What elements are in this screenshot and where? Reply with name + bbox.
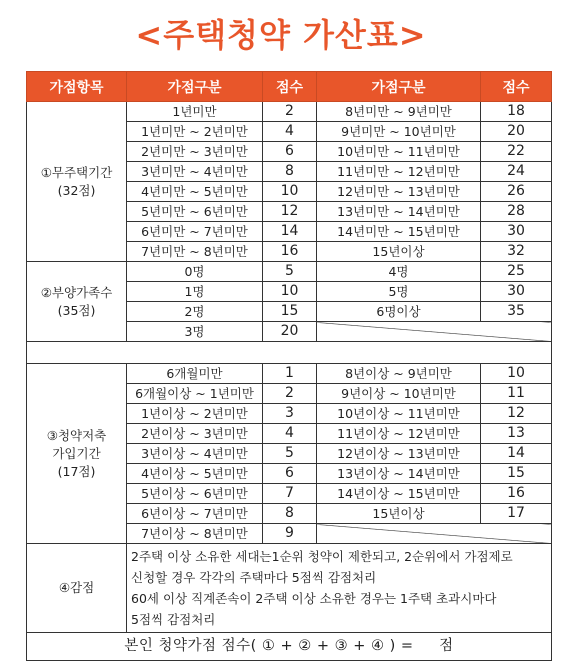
score-cell: 4	[263, 122, 317, 142]
score-cell: 30	[481, 222, 552, 242]
score-cell: 2	[263, 102, 317, 122]
division-cell: 11년미만 ~ 12년미만	[317, 162, 481, 182]
score-cell: 6	[263, 464, 317, 484]
score-cell: 3	[263, 404, 317, 424]
deduction-note	[127, 544, 552, 633]
score-cell: 26	[481, 182, 552, 202]
division-cell: 6명이상	[317, 302, 481, 322]
category-label: ③청약저축	[46, 427, 107, 443]
division-cell: 2명	[127, 302, 263, 322]
division-cell: 4년미만 ~ 5년미만	[127, 182, 263, 202]
score-table	[26, 71, 552, 661]
division-cell: 3년미만 ~ 4년미만	[127, 162, 263, 182]
division-cell: 5년이상 ~ 6년미만	[127, 484, 263, 504]
score-cell: 22	[481, 142, 552, 162]
division-cell: 8년이상 ~ 9년미만	[317, 364, 481, 384]
header-category: 가점항목	[27, 72, 127, 102]
score-cell: 14	[481, 444, 552, 464]
category-points: (35점)	[57, 302, 96, 318]
table-row	[27, 262, 552, 282]
score-cell: 12	[263, 202, 317, 222]
score-cell: 10	[263, 282, 317, 302]
division-cell: 6개월이상 ~ 1년미만	[127, 384, 263, 404]
category-points: (17점)	[57, 463, 96, 479]
division-cell: 9년미만 ~ 10년미만	[317, 122, 481, 142]
score-cell: 15	[481, 464, 552, 484]
score-cell: 24	[481, 162, 552, 182]
score-cell: 20	[263, 322, 317, 342]
division-cell: 13년미만 ~ 14년미만	[317, 202, 481, 222]
division-cell: 7년미만 ~ 8년미만	[127, 242, 263, 262]
table-row	[27, 102, 552, 122]
empty-cell	[27, 342, 552, 364]
score-cell: 32	[481, 242, 552, 262]
spacer-row	[27, 342, 552, 364]
score-cell: 8	[263, 162, 317, 182]
score-cell: 4	[263, 424, 317, 444]
division-cell: 1명	[127, 282, 263, 302]
header-division-1: 가점구분	[127, 72, 263, 102]
score-cell: 12	[481, 404, 552, 424]
division-cell: 5명	[317, 282, 481, 302]
score-cell: 25	[481, 262, 552, 282]
score-cell: 5	[263, 444, 317, 464]
score-cell: 10	[263, 182, 317, 202]
header-score-1: 점수	[263, 72, 317, 102]
category-housing	[27, 102, 127, 262]
score-cell: 6	[263, 142, 317, 162]
division-cell: 5년미만 ~ 6년미만	[127, 202, 263, 222]
category-dependents	[27, 262, 127, 342]
score-cell: 10	[481, 364, 552, 384]
note-line: 2주택 이상 소유한 세대는1순위 청약이 제한되고, 2순위에서 가점제로	[131, 549, 513, 564]
division-cell: 1년미만 ~ 2년미만	[127, 122, 263, 142]
division-cell: 2년이상 ~ 3년미만	[127, 424, 263, 444]
division-cell: 12년이상 ~ 13년미만	[317, 444, 481, 464]
division-cell: 14년이상 ~ 15년미만	[317, 484, 481, 504]
table-row	[27, 364, 552, 384]
score-cell: 16	[481, 484, 552, 504]
division-cell: 13년이상 ~ 14년미만	[317, 464, 481, 484]
score-cell: 17	[481, 504, 552, 524]
note-line: 60세 이상 직계존속이 2주택 이상 소유한 경우는 1주택 초과시마다	[131, 591, 497, 606]
category-label: ①무주택기간	[40, 164, 113, 180]
score-cell: 5	[263, 262, 317, 282]
total-formula: 본인 청약가점 점수( ① + ② + ③ + ④ ) = 점	[27, 633, 552, 661]
score-cell: 11	[481, 384, 552, 404]
score-cell: 13	[481, 424, 552, 444]
score-cell: 2	[263, 384, 317, 404]
score-cell: 18	[481, 102, 552, 122]
division-cell: 1년이상 ~ 2년미만	[127, 404, 263, 424]
category-deduction: ④감점	[27, 544, 127, 633]
division-cell: 10년이상 ~ 11년미만	[317, 404, 481, 424]
division-cell: 7년이상 ~ 8년미만	[127, 524, 263, 544]
header-score-2: 점수	[481, 72, 552, 102]
division-cell: 4년이상 ~ 5년미만	[127, 464, 263, 484]
division-cell: 1년미만	[127, 102, 263, 122]
division-cell: 15년이상	[317, 242, 481, 262]
empty-diagonal-cell	[317, 322, 552, 342]
division-cell: 4명	[317, 262, 481, 282]
category-points: (32점)	[57, 182, 96, 198]
division-cell: 6년미만 ~ 7년미만	[127, 222, 263, 242]
note-line: 5점씩 감점처리	[131, 612, 216, 627]
division-cell: 15년이상	[317, 504, 481, 524]
division-cell: 3명	[127, 322, 263, 342]
division-cell: 14년미만 ~ 15년미만	[317, 222, 481, 242]
score-cell: 20	[481, 122, 552, 142]
score-cell: 9	[263, 524, 317, 544]
category-subscription	[27, 364, 127, 544]
division-cell: 11년이상 ~ 12년미만	[317, 424, 481, 444]
division-cell: 6년이상 ~ 7년미만	[127, 504, 263, 524]
division-cell: 2년미만 ~ 3년미만	[127, 142, 263, 162]
division-cell: 12년미만 ~ 13년미만	[317, 182, 481, 202]
division-cell: 3년이상 ~ 4년미만	[127, 444, 263, 464]
score-cell: 8	[263, 504, 317, 524]
division-cell: 9년이상 ~ 10년미만	[317, 384, 481, 404]
score-cell: 1	[263, 364, 317, 384]
header-row	[27, 72, 552, 102]
score-cell: 35	[481, 302, 552, 322]
division-cell: 0명	[127, 262, 263, 282]
category-label: ②부양가족수	[40, 284, 113, 300]
score-cell: 14	[263, 222, 317, 242]
division-cell: 8년미만 ~ 9년미만	[317, 102, 481, 122]
score-cell: 30	[481, 282, 552, 302]
score-cell: 28	[481, 202, 552, 222]
score-cell: 7	[263, 484, 317, 504]
score-cell: 16	[263, 242, 317, 262]
table-row	[27, 544, 552, 633]
division-cell: 6개월미만	[127, 364, 263, 384]
header-division-2: 가점구분	[317, 72, 481, 102]
empty-diagonal-cell	[317, 524, 552, 544]
total-row	[27, 633, 552, 661]
score-cell: 15	[263, 302, 317, 322]
category-label-2: 가입기간	[52, 445, 101, 461]
note-line: 신청할 경우 각각의 주택마다 5점씩 감점처리	[131, 570, 377, 585]
division-cell: 10년미만 ~ 11년미만	[317, 142, 481, 162]
page-title: <주택청약 가산표>	[135, 16, 427, 54]
